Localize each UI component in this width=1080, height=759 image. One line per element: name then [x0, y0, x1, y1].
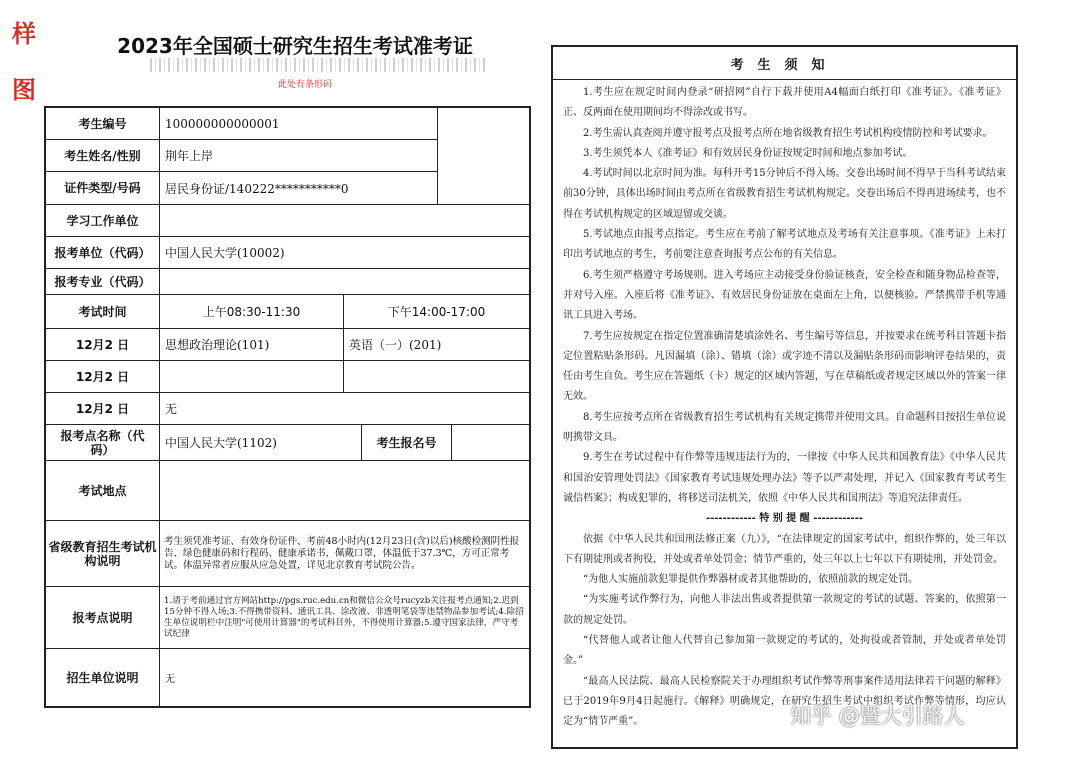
afternoon-session: 下午14:00-17:00	[344, 295, 529, 329]
exam-time-label: 考试时间	[46, 295, 160, 329]
id-value: 居民身份证/140222***********0	[160, 172, 438, 205]
notice-body	[563, 83, 1006, 733]
work-unit-value	[160, 205, 529, 237]
notice-item: 3.考生须凭本人《准考证》和有效居民身份证按规定时间和地点参加考试。	[583, 147, 913, 159]
notice-item: 4.考试时间以北京时间为准。每科开考15分钟后不得入场。交卷出场时间不得早于当科考试结束前30分钟，具体出场时间由考点所在省级教育招生考试机构规定。交卷出场后不得再进场续考，也不得在考试机构规定的区域逗留或交谈。	[563, 168, 1006, 220]
site-note-text: 1.请于考前通过官方网站http://pgs.ruc.edu.cn和微信公众号rucyzb关注报考点通知;2.迟到15分钟不得入场;3.不得携带资料、通讯工具、涂改液、非透明笔袋等违禁物品参加考试;4.除招生单位说明栏中注明"可使用计算器"的考试科目外，不得使用计算器;5.遵守国家法律，严守考试纪律	[160, 587, 529, 649]
day3-date: 12月2 日	[46, 393, 160, 425]
id-label: 证件类型/号码	[46, 172, 160, 205]
notice-item: 6.考生须严格遵守考场规则。进入考场应主动接受身份验证核查，安全检查和随身物品检查等，并对号入座。入座后将《准考证》、有效居民身份证放在桌面左上角，以便核验。严禁携带手机等通讯工具进入考场。	[563, 269, 1006, 322]
admission-info-table	[44, 106, 531, 708]
exam-place-label: 考试地点	[46, 461, 160, 521]
sample-stamp-char1: 样	[12, 20, 36, 48]
document-title: 2023年全国硕士研究生招生考试准考证	[117, 34, 473, 58]
site-label: 报考点名称（代码）	[46, 425, 160, 461]
watermark: 知乎 @暨大引路人	[790, 704, 965, 728]
special-item: “最高人民法院、最高人民检察院关于办理组织考试作弊等刑事案件适用法律若干问题的解释》已于2019年9月4日起施行。《解释》明确规定，在研究生招生考试中组织考试作弊等情形，均应认定为“情节严重”。	[563, 675, 1006, 728]
site-reg-label: 考生报名号	[362, 425, 452, 461]
recruit-note-text: 无	[165, 674, 175, 685]
special-item: “为他人实施前款犯罪提供作弊器材或者其他帮助的，依照前款的规定处罚。	[583, 574, 919, 586]
special-item: 依据《中华人民共和国刑法修正案（九）》，“在法律规定的国家考试中，组织作弊的，处三年以下有期徒刑或者拘役，并处或者单处罚金；情节严重的，处三年以上七年以下有期徒刑，并处罚金。	[563, 533, 1006, 565]
province-label: 省级教育招生考试机构说明	[46, 521, 160, 587]
recruit-note-label: 招生单位说明	[46, 649, 160, 706]
name-gender-value: 荆年上岸	[160, 140, 438, 172]
special-item: “为实施考试作弊行为，向他人非法出售或者提供第一款规定的考试的试题、答案的，依照第一款的规定处罚。	[563, 594, 1006, 626]
name-gender-label: 考生姓名/性别	[46, 140, 160, 172]
special-reminder-heading: ------------ 特 别 提 醒 ------------	[705, 513, 864, 525]
special-item: “代替他人或者让他人代替自己参加第一款规定的考试的，处拘役或者管制，并处或者单处罚金。”	[563, 635, 1006, 667]
day1-date: 12月2 日	[46, 329, 160, 361]
work-unit-label: 学习工作单位	[46, 205, 160, 237]
morning-session: 上午08:30-11:30	[160, 295, 344, 329]
exam-place-value	[160, 461, 529, 521]
photo-area	[438, 108, 529, 205]
notice-item: 9.考生在考试过程中有作弊等违规违法行为的，一律按《中华人民共和国教育法》《中华人民共和国治安管理处罚法》《国家教育考试违规处理办法》等予以严肃处理，并记入《国家教育考试考生诚信档案》；构成犯罪的，将移送司法机关，依照《中华人民共和国刑法》等追究法律责任。	[563, 452, 1006, 504]
barcode-note: 此处有条形码	[277, 80, 332, 90]
candidate-no-label: 考生编号	[46, 108, 160, 140]
day2-am-subject	[160, 361, 344, 393]
day1-pm-subject: 英语（一）(201)	[344, 329, 529, 361]
day3-subject: 无	[160, 393, 529, 425]
apply-major-value	[160, 269, 529, 295]
apply-major-label: 报考专业（代码）	[46, 269, 160, 295]
province-text: 考生须凭准考证、有效身份证件、考前48小时内(12月23日(含)以后)核酸检测阴性报告、绿色健康码和行程码、健康承诺书，佩戴口罩，体温低于37.3℃，方可正常考试。体温异常者应服从应急处置，详见北京教育考试院公告。	[160, 521, 529, 587]
notice-heading: 考生须知	[553, 47, 1016, 80]
notice-item: 2.考生需认真查阅并遵守报考点及报考点所在地省级教育招生考试机构疫情防控和考试要求。	[583, 127, 993, 139]
barcode-icon	[150, 58, 486, 72]
sample-stamp-char2: 图	[12, 76, 36, 104]
notice-panel	[551, 45, 1018, 749]
day1-am-subject: 思想政治理论(101)	[160, 329, 344, 361]
notice-item: 1.考生应在规定时间内登录“研招网”自行下载并使用A4幅面白纸打印《准考证》。《准考证》正、反两面在使用期间均不得涂改或书写。	[563, 87, 1006, 119]
notice-item: 5.考试地点由报考点指定。考生应在考前了解考试地点及考场有关注意事项。《准考证》上未打印出考试地点的考生，考前要注意查询报考点公布的有关信息。	[563, 229, 1006, 261]
notice-item: 8.考生应按考点所在省级教育招生考试机构有关规定携带并使用文具。自命题科目按招生单位说明携带文具。	[563, 411, 1006, 444]
apply-unit-value: 中国人民大学(10002)	[160, 237, 529, 269]
candidate-no-value: 100000000000001	[160, 108, 438, 140]
site-value: 中国人民大学(1102)	[160, 425, 362, 461]
day2-date: 12月2 日	[46, 361, 160, 393]
site-note-label: 报考点说明	[46, 587, 160, 649]
notice-item: 7.考生应按规定在指定位置准确清楚填涂姓名、考生编号等信息，并按要求在统考科目答题卡指定位置粘贴条形码。凡因漏填（涂）、错填（涂）或字迹不清以及漏贴条形码而影响评卷结果的，责任由考生自负。考生应在答题纸（卡）规定的区域内答题，写在草稿纸或者规定区域以外的答案一律无效。	[563, 330, 1006, 403]
apply-unit-label: 报考单位（代码）	[46, 237, 160, 269]
day2-pm-subject	[344, 361, 529, 393]
site-reg-value	[452, 425, 529, 461]
